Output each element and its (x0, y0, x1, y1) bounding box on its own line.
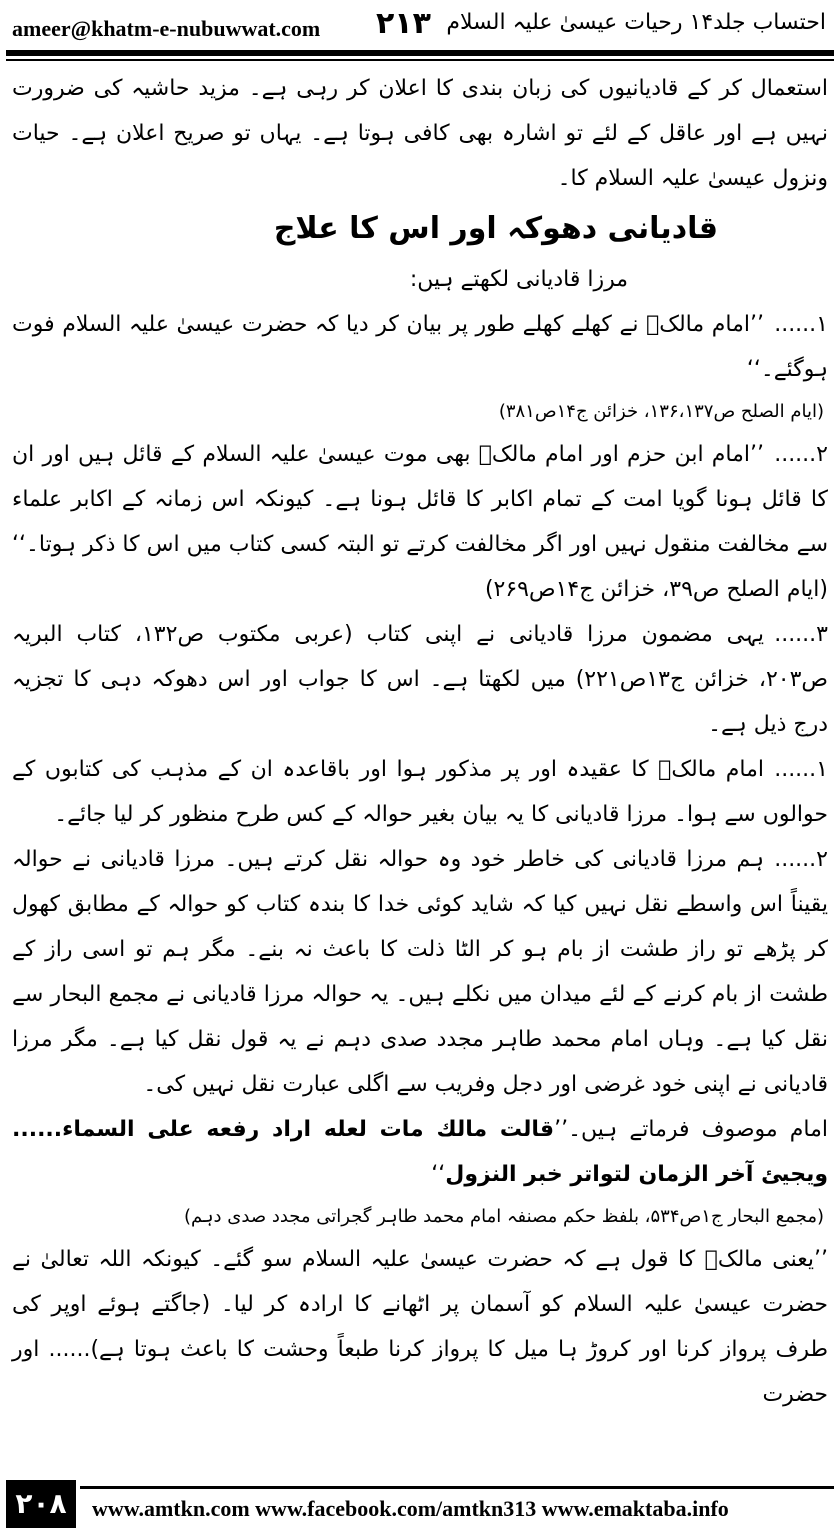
answer-2 (12, 837, 828, 1107)
footer-links: www.amtkn.com www.facebook.com/amtkn313 www.emaktaba.info (92, 1496, 729, 1521)
answer-2-number: ۲...... (774, 847, 828, 872)
header-page-number: ۲۱۳ (376, 6, 431, 41)
page-header (0, 0, 840, 62)
quote-1 (12, 302, 828, 392)
page-body (12, 66, 828, 1466)
quote-2-number: ۲...... (774, 442, 828, 467)
section-heading: قادیانی دھوکہ اور اس کا علاج (273, 211, 718, 246)
quote-1-reference: (ایام الصلح ص۱۳۶،۱۳۷، خزائن ج۱۴ص۳۸۱) (498, 401, 824, 422)
footer-page-number: ۲۰۸ (6, 1480, 76, 1528)
arabic-quote-line (12, 1107, 828, 1197)
quote-3-number: ۳...... (774, 622, 828, 647)
paragraph-intro: استعمال کر کے قادیانیوں کی زبان بندی کا اعلان کر رہی ہے۔ مزید حاشیہ کی ضرورت نہیں ہے اور عاقل کے لئے تو اشارہ بھی کافی ہوتا ہے۔ یہاں تو صریح اعلان ہے۔ حیات ونزول عیسیٰ علیہ السلام کا۔ (12, 76, 828, 191)
arabic-quote: قالت مالك مات لعله اراد رفعه علی السماء...... ویجیئ آخر الزمان لتواتر خبر النزول (12, 1117, 828, 1187)
header-title: احتساب جلد۱۴ رحیات عیسیٰ علیہ السلام (446, 10, 826, 35)
answer-1 (12, 747, 828, 837)
quote-3-text: یہی مضمون مرزا قادیانی نے اپنی کتاب (عربی مکتوب ص۱۳۲، کتاب البریہ ص۲۰۳، خزائن ج۱۳ص۲۲۱) میں لکھتا ہے۔ اس کا جواب اور اس دھوکہ دہی کا تجزیہ درج ذیل ہے۔ (12, 622, 828, 737)
answer-2-text: ہم مرزا قادیانی کی خاطر خود وہ حوالہ نقل کرتے ہیں۔ مرزا قادیانی نے حوالہ یقیناً اس واسطے نقل نہیں کیا کہ شاید کوئی خدا کا بندہ کتاب کو حوالہ کے مطابق کھول کر پڑھے تو راز طشت از بام ہو کر الٹا ذلت کا باعث نہ بنے۔ مگر ہم تو اسی راز کے طشت از بام کرنے کے لئے میدان میں نکلے ہیں۔ یہ حوالہ مرزا قادیانی نے مجمع البحار سے نقل کیا ہے۔ وہاں امام محمد طاہر مجدد صدی دہم نے یہ قول نقل کیا ہے۔ مگر مرزا قادیانی نے اپنی خود غرضی اور دجل وفریب سے اگلی عبارت نقل نہیں کی۔ (12, 847, 828, 1097)
quote-2 (12, 432, 828, 612)
header-rule-thin (6, 59, 834, 61)
quote-1-text: ’’امام مالکؒ نے کھلے کھلے طور پر بیان کر دیا کہ حضرت عیسیٰ علیہ السلام فوت ہوگئے۔‘‘ (12, 312, 828, 382)
quote-2-text: ’’امام ابن حزم اور امام مالکؒ بھی موت عیسیٰ علیہ السلام کے قائل ہیں اور ان کا قائل ہونا گویا امت کے تمام اکابر کا قائل ہونا ہے۔ کیونکہ اس زمانہ کے اکابر علماء سے مخالفت منقول نہیں اور اگر مخالفت کرتے تو البتہ کسی کتاب میں اس کا ذکر ہوتا۔‘‘ (ایام الصلح ص۳۹، خزائن ج۱۴ص۲۶۹) (12, 442, 828, 602)
arabic-quote-close: ‘‘ (431, 1162, 446, 1187)
quote-3 (12, 612, 828, 747)
arabic-quote-reference: (مجمع البحار ج۱ص۵۳۴، بلفظ حکم مصنفہ امام محمد طاہر گجراتی مجدد صدی دہم) (184, 1206, 824, 1227)
quote-1-number: ۱...... (774, 312, 828, 337)
answer-1-text: امام مالکؒ کا عقیدہ اور پر مذکور ہوا اور باقاعدہ ان کے مذہب کی کتابوں کے حوالوں سے ہوا۔ مرزا قادیانی کا یہ بیان بغیر حوالہ کے کس طرح منظور کر لیا جائے۔ (12, 757, 828, 827)
paragraph-translation: ’’یعنی مالکؒ کا قول ہے کہ حضرت عیسیٰ علیہ السلام سو گئے۔ کیونکہ اللہ تعالیٰ نے حضرت عیسیٰ علیہ السلام کو آسمان پر اٹھانے کا ارادہ کر لیا۔ (جاگتے ہوئے اوپر کی طرف پرواز کرنا اور کروڑ ہا میل کا پرواز کرنا طبعاً وحشت کا باعث ہوتا ہے)...... اور حضرت (12, 1247, 828, 1407)
footer-rule (80, 1486, 834, 1489)
header-rule-thick (6, 50, 834, 56)
header-email: ameer@khatm-e-nubuwwat.com (12, 16, 321, 41)
arabic-quote-lead: امام موصوف فرماتے ہیں۔’’ (554, 1117, 828, 1142)
section-subheading: مرزا قادیانی لکھتے ہیں: (409, 267, 628, 292)
answer-1-number: ۱...... (774, 757, 828, 782)
page-footer (0, 1478, 840, 1540)
